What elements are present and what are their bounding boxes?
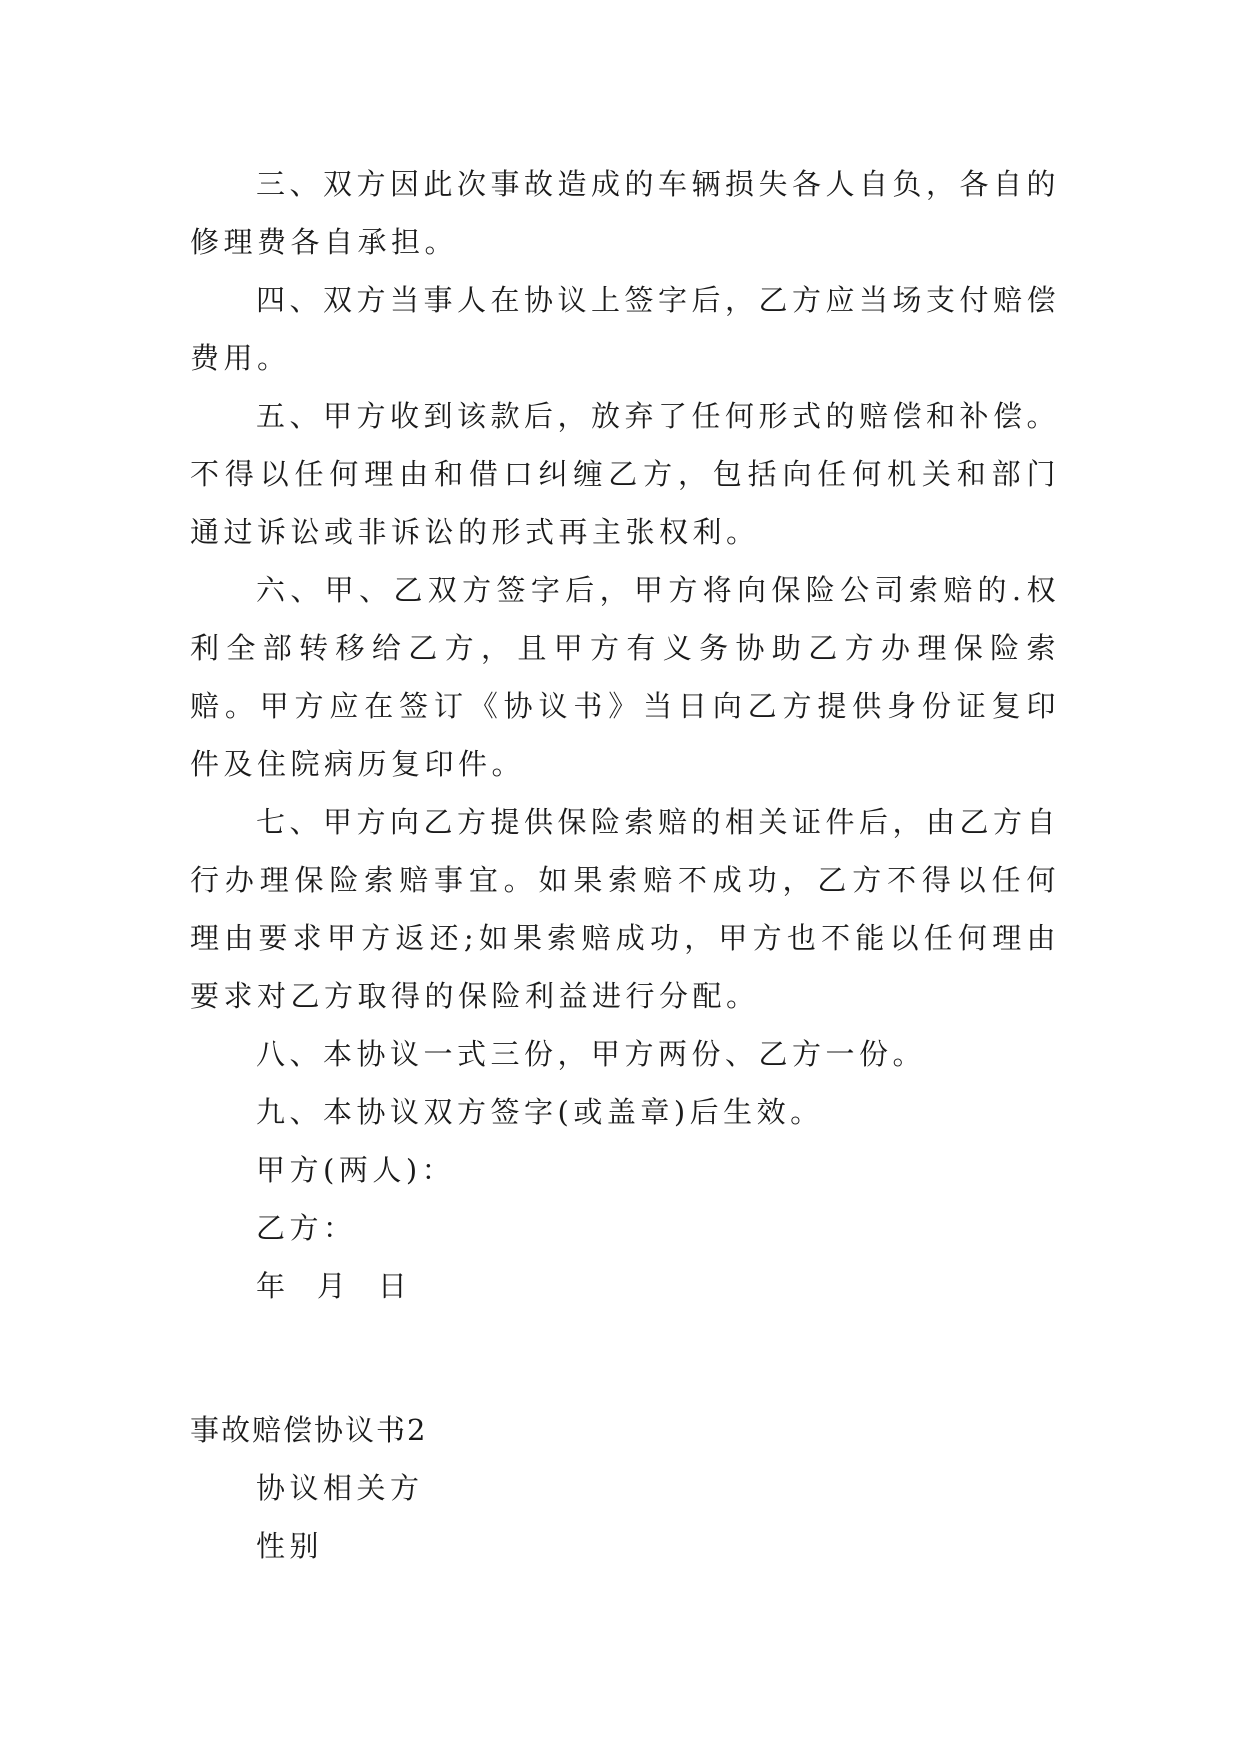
section-2-line-parties: 协议相关方 (256, 1471, 424, 1505)
signature-date: 年 月 日 (256, 1269, 412, 1303)
clause-5: 五、甲方收到该款后，放弃了任何形式的赔偿和补偿。不得以任何理由和借口纠缠乙方，包括向任何机关和部门通过诉讼或非诉讼的形式再主张权利。 (190, 399, 1061, 549)
clause-6: 六、甲、乙双方签字后，甲方将向保险公司索赔的.权利全部转移给乙方，且甲方有义务协助乙方办理保险索赔。甲方应在签订《协议书》当日向乙方提供身份证复印件及住院病历复印件。 (190, 573, 1060, 781)
section-2-line-gender: 性别 (256, 1529, 324, 1563)
section-2-title: 事故赔偿协议书2 (190, 1413, 428, 1447)
section-gap (190, 1315, 1060, 1401)
signature-party-b: 乙方： (256, 1211, 357, 1245)
document-body (190, 155, 1060, 1575)
clause-3: 三、双方因此次事故造成的车辆损失各人自负，各自的修理费各自承担。 (190, 167, 1061, 259)
clause-4: 四、双方当事人在协议上签字后，乙方应当场支付赔偿费用。 (190, 283, 1061, 375)
clause-8: 八、本协议一式三份，甲方两份、乙方一份。 (256, 1037, 927, 1071)
signature-party-a: 甲方(两人)： (256, 1153, 456, 1187)
clause-7: 七、甲方向乙方提供保险索赔的相关证件后，由乙方自行办理保险索赔事宜。如果索赔不成功，乙方不得以任何理由要求甲方返还;如果索赔成功，甲方也不能以任何理由要求对乙方取得的保险利益进行分配。 (190, 805, 1061, 1013)
clause-9: 九、本协议双方签字(或盖章)后生效。 (256, 1095, 824, 1129)
